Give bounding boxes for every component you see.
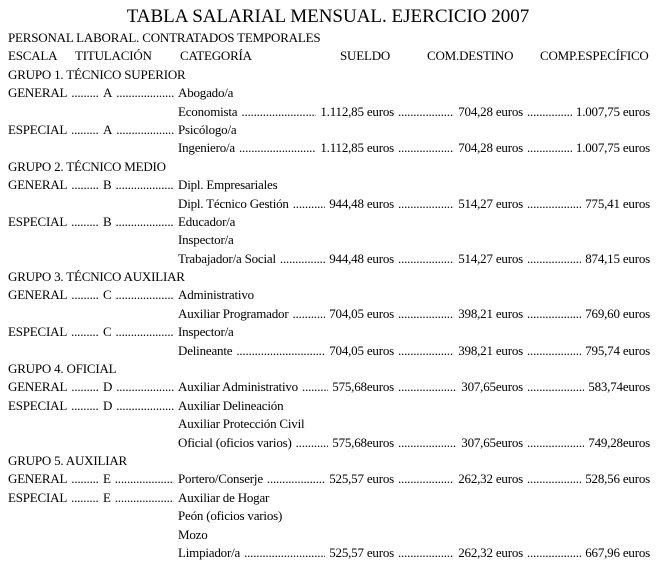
dot-leader (71, 121, 99, 139)
categoria-sueldo-cell (178, 121, 394, 139)
escala-cell (8, 121, 103, 139)
categoria-sueldo-cell (178, 176, 394, 194)
titulacion-value: C (103, 324, 112, 340)
dot-leader (71, 213, 99, 231)
table-row (0, 526, 656, 544)
comp-especifico-cell (523, 305, 650, 323)
categoria-sueldo-cell (178, 415, 394, 433)
com-destino-cell (394, 378, 523, 396)
titulacion-cell (103, 213, 178, 231)
dot-leader (398, 250, 454, 268)
sueldo-value: 704,05 euros (329, 342, 394, 358)
titulacion-cell (103, 84, 178, 102)
comp-especifico-cell (523, 378, 650, 396)
escala-value: GENERAL (8, 471, 68, 487)
escala-value: GENERAL (8, 287, 68, 303)
categoria-sueldo-cell (178, 231, 394, 249)
categoria-sueldo-cell (178, 544, 394, 562)
titulacion-value: A (103, 85, 113, 101)
dot-leader (267, 470, 325, 488)
table-row (0, 397, 656, 415)
comp-especifico-value: 1.007,75 euros (575, 140, 650, 156)
categoria-sueldo-cell (178, 250, 394, 268)
categoria-sueldo-cell (178, 213, 394, 231)
sueldo-value: 944,48 euros (329, 250, 394, 266)
categoria-value: Auxiliar de Hogar (178, 489, 270, 505)
sueldo-value: 525,57 euros (329, 471, 394, 487)
titulacion-cell (103, 121, 178, 139)
table-row (0, 103, 656, 121)
table-row (0, 378, 656, 396)
categoria-value: Inspector/a (178, 324, 234, 340)
categoria-sueldo-cell (178, 434, 394, 452)
dot-leader (527, 470, 581, 488)
categoria-sueldo-cell (178, 139, 394, 157)
sueldo-value: 704,05 euros (329, 305, 394, 321)
table-row (0, 470, 656, 488)
sueldo-value: 525,57 euros (329, 544, 394, 560)
column-header-titulacion: TITULACIÓN (75, 48, 152, 64)
categoria-value: Abogado/a (178, 85, 234, 101)
table-row (0, 489, 656, 507)
categoria-sueldo-cell (178, 378, 394, 396)
dot-leader (116, 378, 174, 396)
dot-leader (71, 286, 99, 304)
categoria-value: Auxiliar Administrativo (178, 379, 298, 395)
titulacion-value: E (103, 471, 111, 487)
com-destino-value: 262,32 euros (458, 544, 523, 560)
dot-leader (527, 342, 581, 360)
dot-leader (71, 84, 99, 102)
titulacion-cell (103, 378, 178, 396)
escala-value: GENERAL (8, 379, 68, 395)
titulacion-cell (103, 470, 178, 488)
dot-leader (116, 397, 174, 415)
sueldo-value: 944,48 euros (329, 195, 394, 211)
com-destino-cell (394, 342, 523, 360)
comp-especifico-cell (523, 139, 650, 157)
dot-leader (115, 213, 174, 231)
dot-leader (527, 195, 581, 213)
dot-leader (527, 434, 584, 452)
categoria-value: Dipl. Técnico Gestión (178, 195, 289, 211)
table-row (0, 84, 656, 102)
table-row (0, 139, 656, 157)
categoria-value: Portero/Conserje (178, 471, 263, 487)
titulacion-value: D (103, 379, 113, 395)
titulacion-cell (103, 286, 178, 304)
titulacion-cell (103, 397, 178, 415)
categoria-sueldo-cell (178, 84, 394, 102)
comp-especifico-cell (523, 195, 650, 213)
table-row (0, 434, 656, 452)
dot-leader (241, 103, 316, 121)
titulacion-value: B (103, 177, 112, 193)
dot-leader (71, 470, 99, 488)
table-row (0, 231, 656, 249)
dot-leader (115, 176, 174, 194)
dot-leader (398, 103, 454, 121)
column-header-escala: ESCALA (8, 48, 58, 64)
dot-leader (398, 342, 454, 360)
comp-especifico-value: 769,60 euros (585, 305, 650, 321)
escala-value: ESPECIAL (8, 121, 68, 137)
categoria-value: Limpiador/a (178, 544, 241, 560)
group-header-row: GRUPO 2. TÉCNICO MEDIO (8, 158, 166, 174)
comp-especifico-cell (523, 342, 650, 360)
table-row (0, 250, 656, 268)
column-header-comp-especifico: COMP.ESPECÍFICO (540, 48, 649, 64)
categoria-sueldo-cell (178, 397, 394, 415)
categoria-sueldo-cell (178, 195, 394, 213)
com-destino-cell (394, 250, 523, 268)
sueldo-value: 575,68euros (332, 434, 394, 450)
comp-especifico-value: 795,74 euros (585, 342, 650, 358)
com-destino-cell (394, 195, 523, 213)
sueldo-value: 1.112,85 euros (320, 103, 394, 119)
categoria-value: Psicólogo/a (178, 121, 237, 137)
comp-especifico-value: 775,41 euros (585, 195, 650, 211)
dot-leader (527, 250, 581, 268)
escala-cell (8, 470, 103, 488)
com-destino-value: 398,21 euros (458, 305, 523, 321)
categoria-value: Auxiliar Protección Civil (178, 416, 305, 432)
escala-cell (8, 213, 103, 231)
escala-cell (8, 84, 103, 102)
comp-especifico-cell (523, 544, 650, 562)
dot-leader (71, 397, 99, 415)
dot-leader (280, 250, 325, 268)
com-destino-cell (394, 305, 523, 323)
dot-leader (115, 470, 174, 488)
com-destino-value: 307,65euros (461, 379, 523, 395)
sueldo-value: 1.112,85 euros (320, 140, 394, 156)
table-row (0, 195, 656, 213)
table-row (0, 121, 656, 139)
table-row (0, 507, 656, 525)
dot-leader (116, 121, 174, 139)
escala-cell (8, 397, 103, 415)
dot-leader (115, 489, 174, 507)
com-destino-value: 514,27 euros (458, 195, 523, 211)
column-header-com-destino: COM.DESTINO (427, 48, 514, 64)
categoria-value: Mozo (178, 526, 208, 542)
titulacion-value: A (103, 121, 113, 137)
comp-especifico-cell (523, 103, 650, 121)
comp-especifico-value: 1.007,75 euros (575, 103, 650, 119)
table-row (0, 544, 656, 562)
comp-especifico-value: 874,15 euros (585, 250, 650, 266)
table-row (0, 342, 656, 360)
com-destino-cell (394, 544, 523, 562)
com-destino-value: 262,32 euros (458, 471, 523, 487)
com-destino-value: 307,65euros (461, 434, 523, 450)
categoria-sueldo-cell (178, 470, 394, 488)
dot-leader (71, 323, 99, 341)
column-header-categoria: CATEGORÍA (180, 48, 252, 64)
dot-leader (71, 176, 99, 194)
dot-leader (398, 434, 457, 452)
escala-cell (8, 378, 103, 396)
com-destino-value: 514,27 euros (458, 250, 523, 266)
dot-leader (116, 84, 174, 102)
group-header-row: GRUPO 4. OFICIAL (8, 361, 117, 377)
dot-leader (292, 305, 325, 323)
column-header-row (0, 47, 656, 65)
titulacion-value: D (103, 397, 113, 413)
categoria-sueldo-cell (178, 286, 394, 304)
group-header-row: GRUPO 1. TÉCNICO SUPERIOR (8, 66, 186, 82)
categoria-sueldo-cell (178, 507, 394, 525)
sueldo-value: 575,68euros (332, 379, 394, 395)
categoria-value: Delineante (178, 342, 233, 358)
dot-leader (527, 139, 572, 157)
escala-value: GENERAL (8, 177, 68, 193)
categoria-sueldo-cell (178, 489, 394, 507)
categoria-sueldo-cell (178, 103, 394, 121)
com-destino-value: 704,28 euros (458, 103, 523, 119)
table-row (0, 323, 656, 341)
comp-especifico-cell (523, 434, 650, 452)
com-destino-cell (394, 103, 523, 121)
escala-cell (8, 286, 103, 304)
categoria-value: Trabajador/a Social (178, 250, 276, 266)
comp-especifico-value: 749,28euros (588, 434, 650, 450)
escala-value: ESPECIAL (8, 397, 68, 413)
dot-leader (527, 103, 572, 121)
categoria-value: Auxiliar Delineación (178, 397, 284, 413)
dot-leader (296, 434, 329, 452)
categoria-sueldo-cell (178, 305, 394, 323)
comp-especifico-value: 583,74euros (588, 379, 650, 395)
dot-leader (71, 378, 99, 396)
dot-leader (302, 378, 328, 396)
categoria-value: Economista (178, 103, 238, 119)
titulacion-cell (103, 489, 178, 507)
table-body (0, 66, 656, 563)
comp-especifico-cell (523, 250, 650, 268)
dot-leader (115, 286, 174, 304)
dot-leader (398, 470, 454, 488)
comp-especifico-cell (523, 470, 650, 488)
titulacion-cell (103, 323, 178, 341)
dot-leader (398, 139, 454, 157)
com-destino-value: 398,21 euros (458, 342, 523, 358)
dot-leader (398, 305, 454, 323)
escala-cell (8, 489, 103, 507)
titulacion-value: B (103, 213, 112, 229)
escala-value: GENERAL (8, 85, 68, 101)
escala-value: ESPECIAL (8, 489, 68, 505)
categoria-value: Dipl. Empresariales (178, 177, 278, 193)
comp-especifico-value: 667,96 euros (585, 544, 650, 560)
dot-leader (115, 323, 174, 341)
com-destino-cell (394, 434, 523, 452)
categoria-sueldo-cell (178, 323, 394, 341)
com-destino-cell (394, 470, 523, 488)
com-destino-cell (394, 139, 523, 157)
escala-value: ESPECIAL (8, 324, 68, 340)
dot-leader (244, 544, 325, 562)
dot-leader (236, 342, 325, 360)
categoria-value: Peón (oficios varios) (178, 508, 283, 524)
table-row (0, 286, 656, 304)
table-row (0, 176, 656, 194)
categoria-value: Educador/a (178, 213, 236, 229)
document-title: TABLA SALARIAL MENSUAL. EJERCICIO 2007 (126, 6, 530, 27)
document-subtitle: PERSONAL LABORAL. CONTRATADOS TEMPORALES (8, 30, 321, 45)
dot-leader (527, 544, 581, 562)
categoria-value: Administrativo (178, 287, 254, 303)
categoria-value: Inspector/a (178, 232, 234, 248)
titulacion-value: E (103, 489, 111, 505)
table-row (0, 305, 656, 323)
categoria-value: Oficial (oficios varios) (178, 434, 292, 450)
dot-leader (527, 305, 581, 323)
categoria-sueldo-cell (178, 526, 394, 544)
group-header-row: GRUPO 5. AUXILIAR (8, 452, 128, 468)
titulacion-value: C (103, 287, 112, 303)
dot-leader (398, 195, 454, 213)
column-header-sueldo: SUELDO (340, 48, 391, 64)
titulacion-cell (103, 176, 178, 194)
dot-leader (71, 489, 99, 507)
categoria-sueldo-cell (178, 342, 394, 360)
dot-leader (527, 378, 584, 396)
dot-leader (398, 544, 454, 562)
categoria-value: Auxiliar Programador (178, 305, 289, 321)
escala-value: ESPECIAL (8, 213, 68, 229)
table-row (0, 415, 656, 433)
table-row (0, 213, 656, 231)
dot-leader (293, 195, 326, 213)
group-header-row: GRUPO 3. TÉCNICO AUXILIAR (8, 269, 185, 285)
escala-cell (8, 176, 103, 194)
dot-leader (239, 139, 316, 157)
escala-cell (8, 323, 103, 341)
com-destino-value: 704,28 euros (458, 140, 523, 156)
categoria-value: Ingeniero/a (178, 140, 235, 156)
comp-especifico-value: 528,56 euros (585, 471, 650, 487)
dot-leader (398, 378, 457, 396)
